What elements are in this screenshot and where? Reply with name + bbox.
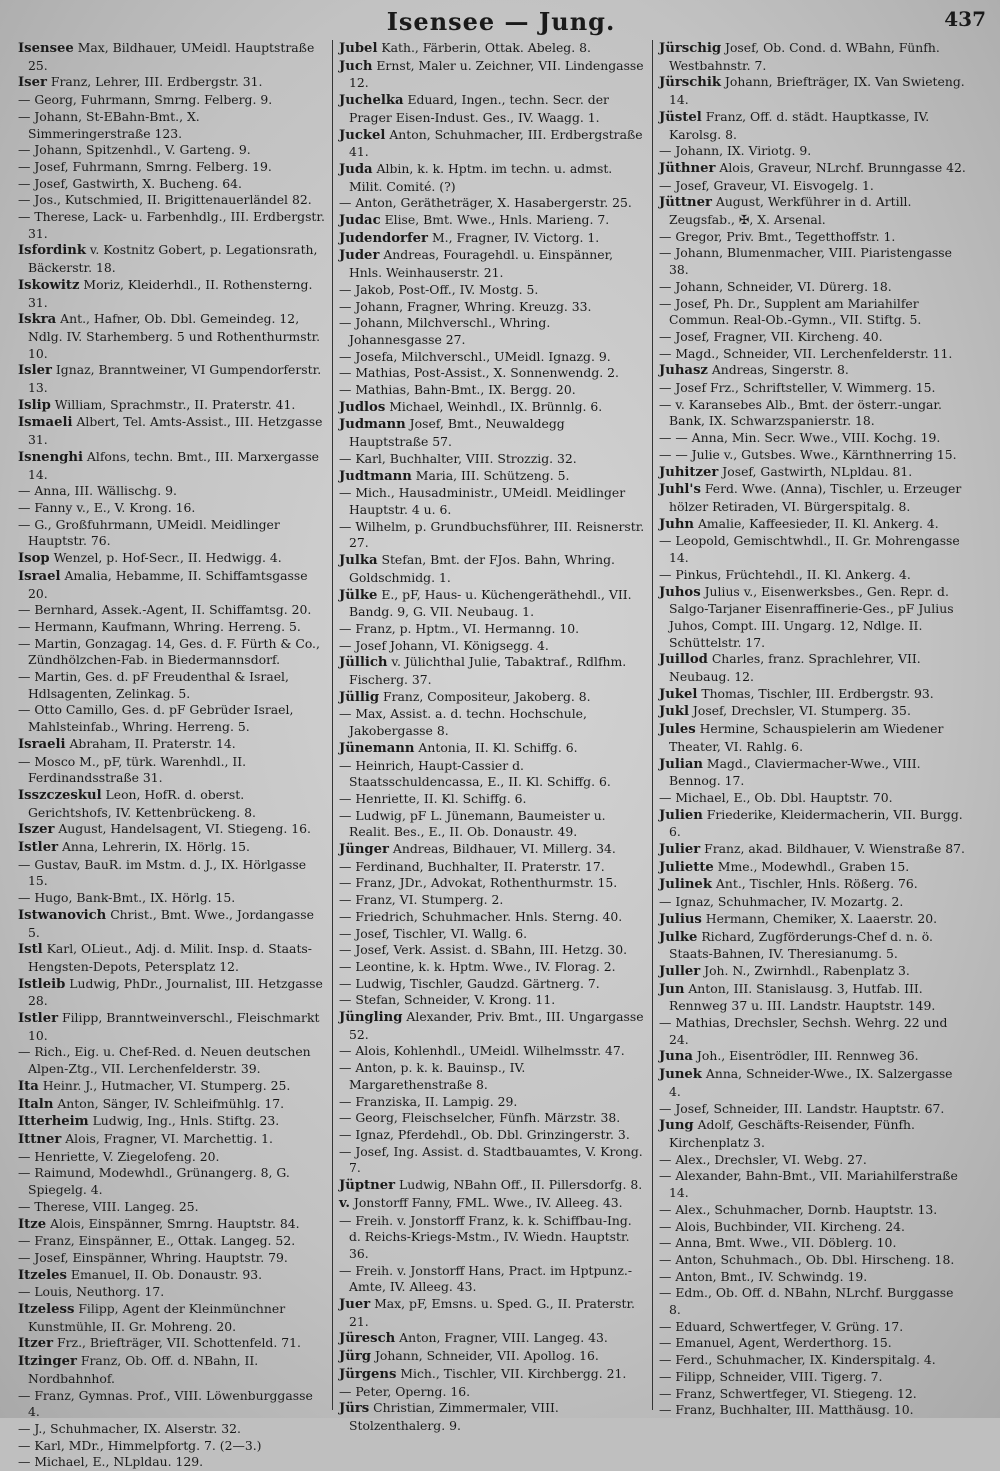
entry-columns <box>12 40 990 1470</box>
directory-entry: — Otto Camillo, Ges. d. pF Gebrüder Israel, Mahlsteinfab., Whring. Herreng. 5. <box>18 702 294 735</box>
directory-entry: Jürg Johann, Schneider, VII. Apollog. 16. <box>339 1348 599 1365</box>
directory-entry: Julian Magd., Claviermacher-Wwe., VIII. Bennog. 17. <box>659 755 921 789</box>
directory-entry: — Johann, Spitzenhdl., V. Garteng. 9. <box>18 142 251 158</box>
directory-entry: Jürgens Mich., Tischler, VII. Kirchbergg. 21. <box>339 1365 627 1382</box>
directory-entry: Junek Anna, Schneider-Wwe., IX. Salzergasse 4. <box>659 1066 953 1099</box>
directory-entry: — Josef, Ing. Assist. d. Stadtbauamtes, V. Krong. 7. <box>339 1143 643 1176</box>
directory-entry: — Jos., Kutschmied, II. Brigittenauerländel 82. <box>18 192 312 208</box>
directory-entry: Julier Franz, akad. Bildhauer, V. Wienstraße 87. <box>659 841 965 858</box>
directory-entry: — Georg, Fuhrmann, Smrng. Felberg. 9. <box>18 92 273 108</box>
directory-entry: — Heinrich, Haupt-Cassier d. Staatsschuldencassa, E., II. Kl. Schiffg. 6. <box>339 757 611 790</box>
directory-entry: — Josef, Graveur, VI. Eisvogelg. 1. <box>659 177 874 193</box>
directory-entry: — Alois, Buchbinder, VII. Kircheng. 24. <box>659 1218 905 1234</box>
directory-entry: — Emanuel, Agent, Werderthorg. 15. <box>659 1335 892 1351</box>
directory-entry: — Gregor, Priv. Bmt., Tegetthoffstr. 1. <box>659 228 896 244</box>
directory-entry: — Anton, Gerätheträger, X. Hasabergerstr. 25. <box>339 195 632 211</box>
directory-entry: Jüresch Anton, Fragner, VIII. Langeg. 43. <box>339 1330 608 1347</box>
directory-entry: — Jakob, Post-Off., IV. Mostg. 5. <box>339 281 539 297</box>
directory-entry: — — Julie v., Gutsbes. Wwe., Kärnthnerring 15. <box>659 446 957 462</box>
directory-entry: Juder Andreas, Fouragehdl. u. Einspänner, Hnls. Weinhauserstr. 21. <box>339 247 614 281</box>
directory-entry: Jülke E., pF, Haus- u. Küchengeräthehdl., VII. Bandg. 9, G. VII. Neubaug. 1. <box>339 586 632 620</box>
directory-entry: Jürs Christian, Zimmermaler, VIII. Stolzenthalerg. 9. <box>339 1400 559 1433</box>
directory-entry: Juillod Charles, franz. Sprachlehrer, VII. Neubaug. 12. <box>659 651 921 685</box>
directory-entry: Itzer Frz., Briefträger, VII. Schottenfeld. 71. <box>18 1335 301 1352</box>
directory-entry: Juch Ernst, Maler u. Zeichner, VII. Lindengasse 12. <box>339 57 644 91</box>
directory-entry: — Franziska, II. Lampig. 29. <box>339 1093 518 1109</box>
directory-entry: Jürschig Josef, Ob. Cond. d. WBahn, Fünfh. Westbahnstr. 7. <box>659 40 940 73</box>
directory-entry: — Ludwig, Tischler, Gaudzd. Gärtnerg. 7. <box>339 975 600 991</box>
directory-entry: Julka Stefan, Bmt. der FJos. Bahn, Whring. Goldschmidg. 1. <box>339 552 615 585</box>
directory-entry: — Fanny v., E., V. Krong. 16. <box>18 499 196 515</box>
directory-entry: — Rich., Eig. u. Chef-Red. d. Neuen deutschen Alpen-Ztg., VII. Lerchenfelderstr. 39. <box>18 1044 311 1077</box>
directory-entry: — Josef, Tischler, VI. Wallg. 6. <box>339 925 528 941</box>
directory-entry: — Anton, Bmt., IV. Schwindg. 19. <box>659 1268 868 1284</box>
directory-entry: Jürschik Johann, Briefträger, IX. Van Swieteng. 14. <box>659 74 965 108</box>
directory-entry: Jüthner Alois, Graveur, NLrchf. Brunngasse 42. <box>659 159 966 176</box>
directory-entry: — Franz, Buchhalter, III. Matthäusg. 10. <box>659 1402 914 1418</box>
directory-entry: — — Anna, Min. Secr. Wwe., VIII. Kochg. 19. <box>659 430 941 446</box>
directory-entry: Itzeles Emanuel, II. Ob. Donaustr. 93. <box>18 1266 263 1283</box>
directory-entry: Jünemann Antonia, II. Kl. Schiffg. 6. <box>339 739 578 756</box>
directory-entry: — Leontine, k. k. Hptm. Wwe., IV. Florag. 2. <box>339 958 616 974</box>
directory-entry: — Louis, Neuthorg. 17. <box>18 1284 165 1300</box>
column-right <box>652 40 972 1418</box>
directory-entry: — Ignaz, Pferdehdl., Ob. Dbl. Grinzingerstr. 3. <box>339 1127 630 1142</box>
directory-entry: — Stefan, Schneider, V. Krong. 11. <box>339 992 556 1008</box>
directory-entry: — Pinkus, Früchtehdl., II. Kl. Ankerg. 4. <box>659 566 911 582</box>
directory-entry: Jüstel Franz, Off. d. städt. Hauptkasse, IV. Karolsg. 8. <box>659 108 930 142</box>
directory-entry: Itze Alois, Einspänner, Smrng. Hauptstr. 84. <box>18 1215 300 1232</box>
directory-entry: Juhn Amalie, Kaffeesieder, II. Kl. Ankerg. 4. <box>659 515 939 532</box>
directory-entry: — Therese, VIII. Langeg. 25. <box>18 1198 199 1214</box>
directory-entry: Jun Anton, III. Stanislausg. 3, Hutfab. III. Rennweg 37 u. III. Landstr. Hauptstr. 149. <box>659 980 936 1014</box>
directory-entry: — Friedrich, Schuhmacher. Hnls. Sterng. 40. <box>339 908 623 924</box>
directory-entry: — Franz, Schwertfeger, VI. Stiegeng. 12. <box>659 1385 917 1401</box>
directory-entry: Jung Adolf, Geschäfts-Reisender, Fünfh. Kirchenplatz 3. <box>659 1117 915 1150</box>
directory-entry: — Karl, Buchhalter, VIII. Strozzig. 32. <box>339 450 577 466</box>
directory-entry: — Karl, MDr., Himmelpfortg. 7. (2—3.) <box>18 1437 262 1453</box>
directory-entry: Islip William, Sprachmstr., II. Praterstr. 41. <box>18 396 296 413</box>
directory-entry: — Raimund, Modewhdl., Grünangerg. 8, G. Spiegelg. 4. <box>18 1165 290 1198</box>
directory-entry: — Johann, Fragner, Whring. Kreuzg. 33. <box>339 298 592 314</box>
directory-entry: — Josef, Einspänner, Whring. Hauptstr. 79. <box>18 1249 288 1265</box>
directory-entry: Jubel Kath., Färberin, Ottak. Abeleg. 8. <box>339 40 591 56</box>
directory-entry: Jüptner Ludwig, NBahn Off., II. Pillersdorfg. 8. <box>339 1177 643 1194</box>
directory-entry: — Leopold, Gemischtwhdl., II. Gr. Mohrengasse 14. <box>659 533 960 566</box>
directory-entry: — Franz, Gymnas. Prof., VIII. Löwenburggasse 4. <box>18 1387 313 1420</box>
directory-entry: — Franz, p. Hptm., VI. Hermanng. 10. <box>339 620 580 636</box>
directory-entry: Itzinger Franz, Ob. Off. d. NBahn, II. Nordbahnhof. <box>18 1353 259 1386</box>
directory-entry: Israel Amalia, Hebamme, II. Schiffamtsgasse 20. <box>18 567 308 601</box>
directory-entry: Julius Hermann, Chemiker, X. Laaerstr. 20. <box>659 910 938 927</box>
directory-entry: — J., Schuhmacher, IX. Alserstr. 32. <box>18 1420 241 1436</box>
directory-entry: — Josef, Schneider, III. Landstr. Hauptstr. 67. <box>659 1100 945 1116</box>
directory-entry: — Johann, IX. Viriotg. 9. <box>659 143 812 159</box>
directory-entry: Iskra Ant., Hafner, Ob. Dbl. Gemeindeg. 12, Ndlg. IV. Starhemberg. 5 und Rothenthurmstr. 10. <box>18 311 321 361</box>
directory-entry: — Josef, Fuhrmann, Smrng. Felberg. 19. <box>18 158 272 174</box>
column-left <box>12 40 332 1470</box>
directory-entry: Judendorfer M., Fragner, IV. Victorg. 1. <box>339 229 600 246</box>
directory-entry: Judac Elise, Bmt. Wwe., Hnls. Marieng. 7. <box>339 212 610 229</box>
directory-entry: Juller Joh. N., Zwirnhdl., Rabenplatz 3. <box>659 962 910 979</box>
directory-entry: — Josef, Ph. Dr., Supplent am Mariahilfer Commun. Real-Ob.-Gymn., VII. Stiftg. 5. <box>659 295 922 328</box>
directory-entry: Istl Karl, OLieut., Adj. d. Milit. Insp. d. Staats-Hengsten-Depots, Petersplatz 12. <box>18 941 312 974</box>
directory-entry: — Mosco M., pF, türk. Warenhdl., II. Ferdinandsstraße 31. <box>18 753 247 786</box>
directory-entry: — Wilhelm, p. Grundbuchsführer, III. Reisnerstr. 27. <box>339 518 645 551</box>
column-middle <box>332 40 652 1433</box>
directory-entry: — Franz, Einspänner, E., Ottak. Langeg. 52. <box>18 1233 296 1249</box>
directory-entry: Julien Friederike, Kleidermacherin, VII. Burgg. 6. <box>659 806 963 840</box>
directory-entry: — Josefa, Milchverschl., UMeidl. Ignazg. 9. <box>339 348 611 364</box>
directory-entry: Isler Ignaz, Branntweiner, VI Gumpendorferstr. 13. <box>18 362 322 396</box>
directory-entry: — Gustav, BauR. im Mstm. d. J., IX. Hörlgasse 15. <box>18 856 307 889</box>
directory-entry: — Bernhard, Assek.-Agent, II. Schiffamtsg. 20. <box>18 602 312 618</box>
directory-entry: — Max, Assist. a. d. techn. Hochschule, Jakobergasse 8. <box>339 706 587 739</box>
directory-entry: — Josef, Verk. Assist. d. SBahn, III. Hetzg. 30. <box>339 942 628 958</box>
directory-entry: — Eduard, Schwertfeger, V. Grüng. 17. <box>659 1318 904 1334</box>
directory-entry: — Johann, Milchverschl., Whring. Johannesgasse 27. <box>339 315 551 347</box>
directory-entry: — Johann, Blumenmacher, VIII. Piaristengasse 38. <box>659 245 952 278</box>
directory-entry: Juliette Mme., Modewhdl., Graben 15. <box>659 858 910 875</box>
directory-entry: — Alex., Drechsler, VI. Webg. 27. <box>659 1151 867 1167</box>
running-title: Isensee — Jung. <box>386 7 616 36</box>
directory-entry: — Josef, Fragner, VII. Kircheng. 40. <box>659 328 883 344</box>
directory-entry: — Therese, Lack- u. Farbenhdlg., III. Erdbergstr. 31. <box>18 209 325 241</box>
directory-entry: Ittner Alois, Fragner, VI. Marchettig. 1. <box>18 1131 273 1147</box>
directory-entry: Isszczeskul Leon, HofR. d. oberst. Gerichtshofs, IV. Kettenbrückeng. 8. <box>18 786 256 820</box>
directory-entry: Julinek Ant., Tischler, Hnls. Rößerg. 76. <box>659 876 918 893</box>
directory-entry: — Alois, Kohlenhdl., UMeidl. Wilhelmsstr. 47. <box>339 1043 625 1059</box>
directory-entry: Ita Heinr. J., Hutmacher, VI. Stumperg. 25. <box>18 1077 291 1094</box>
directory-entry: Italn Anton, Sänger, IV. Schleifmühlg. 17. <box>18 1095 285 1112</box>
directory-entry: Juhitzer Josef, Gastwirth, NLpldau. 81. <box>659 463 913 480</box>
directory-entry: Istler Filipp, Branntweinverschl., Fleischmarkt 10. <box>18 1010 320 1043</box>
directory-entry: — Freih. v. Jonstorff Franz, k. k. Schiffbau-Ing. d. Reichs-Kriegs-Mstm., IV. Wiedn. Hauptstr. 36. <box>339 1212 632 1261</box>
directory-entry: Iskowitz Moriz, Kleiderhdl., II. Rothensterng. 31. <box>18 276 313 310</box>
directory-entry: — Mathias, Post-Assist., X. Sonnenwendg. 2. <box>339 365 619 381</box>
directory-entry: — Ferd., Schuhmacher, IX. Kinderspitalg. 4. <box>659 1352 936 1368</box>
directory-entry: — Michael, E., Ob. Dbl. Hauptstr. 70. <box>659 789 893 805</box>
directory-entry: Jules Hermine, Schauspielerin am Wiedener Theater, VI. Rahlg. 6. <box>659 721 944 754</box>
directory-entry: Juhl's Ferd. Wwe. (Anna), Tischler, u. Erzeuger hölzer Retiraden, VI. Bürgerspitalg. 8. <box>659 481 962 514</box>
directory-entry: Juer Max, pF, Emsns. u. Sped. G., II. Praterstr. 21. <box>339 1296 635 1329</box>
directory-entry: — Henriette, V. Ziegelofeng. 20. <box>18 1148 220 1164</box>
directory-entry: — Josef Johann, VI. Königsegg. 4. <box>339 637 549 653</box>
directory-entry: — Franz, JDr., Advokat, Rothenthurmstr. 15. <box>339 875 618 891</box>
directory-entry: — Mich., Hausadministr., UMeidl. Meidlinger Hauptstr. 4 u. 6. <box>339 485 626 517</box>
directory-entry: — Ignaz, Schuhmacher, IV. Mozartg. 2. <box>659 894 904 910</box>
directory-entry: — Hugo, Bank-Bmt., IX. Hörlg. 15. <box>18 890 236 906</box>
directory-entry: — v. Karansebes Alb., Bmt. der österr.-ungar. Bank, IX. Schwarzspanierstr. 18. <box>659 396 942 429</box>
directory-entry: Isensee Max, Bildhauer, UMeidl. Hauptstraße 25. <box>18 40 315 73</box>
directory-entry: — Martin, Ges. d. pF Freudenthal & Israel, Hdlsagenten, Zelinkag. 5. <box>18 669 289 701</box>
directory-entry: — Johann, Schneider, VI. Dürerg. 18. <box>659 278 892 294</box>
directory-entry: Juda Albin, k. k. Hptm. im techn. u. admst. Milit. Comité. (?) <box>339 160 613 194</box>
directory-entry: — Mathias, Drechsler, Sechsh. Wehrg. 22 und 24. <box>659 1015 948 1047</box>
directory-entry: Istleib Ludwig, PhDr., Journalist, III. Hetzgasse 28. <box>18 975 323 1009</box>
directory-entry: — Martin, Gonzagag. 14, Ges. d. F. Fürth & Co., Zündhölzchen-Fab. in Biedermannsdorf. <box>18 635 320 668</box>
directory-entry: — Alex., Schuhmacher, Dornb. Hauptstr. 13. <box>659 1201 938 1217</box>
directory-entry: Julke Richard, Zugförderungs-Chef d. n. ö. Staats-Bahnen, IV. Theresianumg. 5. <box>659 928 933 962</box>
directory-entry: Judlos Michael, Weinhdl., IX. Brünnlg. 6. <box>339 398 603 415</box>
directory-entry: — Hermann, Kaufmann, Whring. Herreng. 5. <box>18 618 301 634</box>
directory-entry: — Josef Frz., Schriftsteller, V. Wimmerg. 15. <box>659 380 936 396</box>
directory-entry: Juckel Anton, Schuhmacher, III. Erdbergstraße 41. <box>339 126 643 160</box>
directory-entry: Judtmann Maria, III. Schützeng. 5. <box>339 467 570 484</box>
directory-entry: Jünger Andreas, Bildhauer, VI. Millerg. 34. <box>339 841 616 858</box>
directory-entry: Itzeless Filipp, Agent der Kleinmünchner Kunstmühle, II. Gr. Mohreng. 20. <box>18 1301 286 1334</box>
directory-entry: Isfordink v. Kostnitz Gobert, p. Legationsrath, Bäckerstr. 18. <box>18 242 318 276</box>
directory-entry: — Anna, Bmt. Wwe., VII. Döblerg. 10. <box>659 1235 897 1251</box>
directory-entry: — Georg, Fleischselcher, Fünfh. Märzstr. 38. <box>339 1110 621 1126</box>
page-number: 437 <box>944 7 986 31</box>
directory-entry: Iser Franz, Lehrer, III. Erdbergstr. 31. <box>18 74 263 91</box>
directory-entry: — Johann, St-EBahn-Bmt., X. Simmeringerstraße 123. <box>18 108 200 141</box>
directory-entry: v. Jonstorff Fanny, FML. Wwe., IV. Alleeg. 43. <box>339 1194 623 1211</box>
directory-entry: — Anton, Schuhmach., Ob. Dbl. Hirscheng. 18. <box>659 1251 955 1267</box>
directory-entry: — Ludwig, pF L. Jünemann, Baumeister u. Realit. Bes., E., II. Ob. Donaustr. 49. <box>339 807 606 840</box>
directory-entry: Jüllich v. Jülichthal Julie, Tabaktraf., Rdlfhm. Fischerg. 37. <box>339 654 627 688</box>
page-header <box>12 4 990 40</box>
directory-entry: Juhos Julius v., Eisenwerksbes., Gen. Repr. d. Salgo-Tarjaner Eisenraffinerie-Ges., pF Julius Juhos, Compt. III. Ungarg. 12, Ndlge. II. Schüttelstr. 17. <box>659 583 954 650</box>
directory-entry: Jüngling Alexander, Priv. Bmt., III. Ungargasse 52. <box>339 1009 644 1042</box>
directory-entry: — Michael, E., NLpldau. 129. <box>18 1454 204 1470</box>
directory-entry: — Franz, VI. Stumperg. 2. <box>339 892 504 908</box>
directory-entry: Jukel Thomas, Tischler, III. Erdbergstr. 93. <box>659 685 934 702</box>
directory-entry: Isop Wenzel, p. Hof-Secr., II. Hedwigg. 4. <box>18 550 282 567</box>
directory-entry: Jukl Josef, Drechsler, VI. Stumperg. 35. <box>659 703 911 720</box>
directory-entry: Juhasz Andreas, Singerstr. 8. <box>659 362 849 379</box>
directory-entry: Istler Anna, Lehrerin, IX. Hörlg. 15. <box>18 839 250 856</box>
directory-entry: Juna Joh., Eisentrödler, III. Rennweg 36. <box>659 1048 919 1065</box>
directory-entry: Jüttner August, Werkführer in d. Artill. Zeugsfab., ✠, X. Arsenal. <box>659 194 912 228</box>
directory-entry: — Magd., Schneider, VII. Lerchenfelderstr. 11. <box>659 345 953 361</box>
directory-entry: Jüllig Franz, Compositeur, Jakoberg. 8. <box>339 688 591 705</box>
directory-entry: Isnenghi Alfons, techn. Bmt., III. Marxergasse 14. <box>18 448 320 482</box>
directory-entry: — Edm., Ob. Off. d. NBahn, NLrchf. Burggasse 8. <box>659 1285 954 1318</box>
directory-entry: — Freih. v. Jonstorff Hans, Pract. im Hptpunz.-Amte, IV. Alleeg. 43. <box>339 1262 633 1295</box>
directory-entry: Istwanovich Christ., Bmt. Wwe., Jordangasse 5. <box>18 906 314 940</box>
directory-entry: — G., Großfuhrmann, UMeidl. Meidlinger Hauptstr. 76. <box>18 516 280 549</box>
directory-entry: — Alexander, Bahn-Bmt., VII. Mariahilferstraße 14. <box>659 1168 958 1201</box>
directory-entry: Ismaeli Albert, Tel. Amts-Assist., III. Hetzgasse 31. <box>18 414 323 448</box>
directory-entry: Itterheim Ludwig, Ing., Hnls. Stiftg. 23. <box>18 1113 280 1130</box>
directory-entry: Judmann Josef, Bmt., Neuwaldegg Hauptstraße 57. <box>339 416 565 450</box>
directory-entry: — Ferdinand, Buchhalter, II. Praterstr. 17. <box>339 858 605 874</box>
directory-entry: — Josef, Gastwirth, X. Bucheng. 64. <box>18 175 242 191</box>
directory-entry: Israeli Abraham, II. Praterstr. 14. <box>18 735 236 752</box>
directory-entry: — Anna, III. Wällischg. 9. <box>18 483 177 499</box>
directory-entry: — Anton, p. k. k. Bauinsp., IV. Margarethenstraße 8. <box>339 1060 526 1092</box>
directory-entry: Iszer August, Handelsagent, VI. Stiegeng. 16. <box>18 821 311 838</box>
directory-entry: — Filipp, Schneider, VIII. Tigerg. 7. <box>659 1368 883 1384</box>
directory-entry: — Peter, Operng. 16. <box>339 1383 471 1399</box>
directory-entry: Juchelka Eduard, Ingen., techn. Secr. der Prager Eisen-Indust. Ges., IV. Waagg. 1. <box>339 92 609 125</box>
directory-entry: — Henriette, II. Kl. Schiffg. 6. <box>339 790 527 806</box>
directory-entry: — Mathias, Bahn-Bmt., IX. Bergg. 20. <box>339 382 576 398</box>
